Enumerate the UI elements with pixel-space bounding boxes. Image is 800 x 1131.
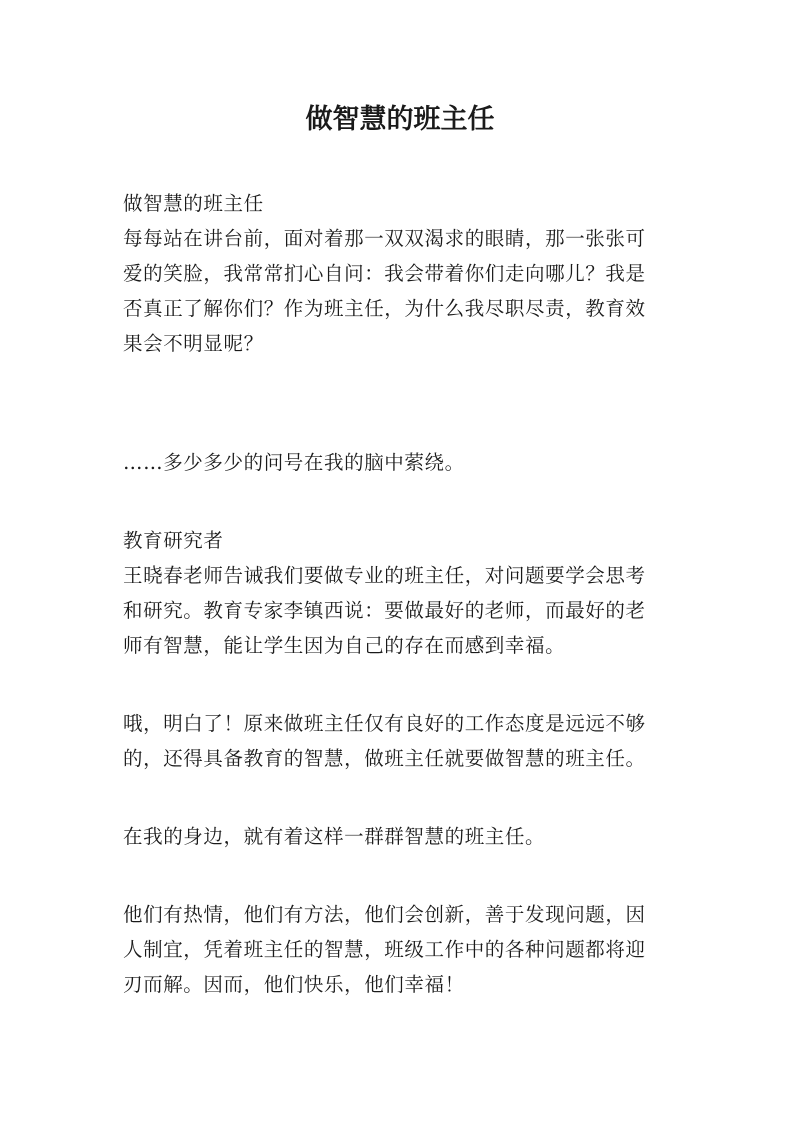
paragraph [123,706,703,776]
text-line: 师有智慧，能让学生因为自己的存在而感到幸福。 [123,634,566,657]
text-line: 和研究。教育专家李镇西说：要做最好的老师，而最好的老 [123,599,646,622]
text-line: 的，还得具备教育的智慧，做班主任就要做智慧的班主任。 [123,747,646,770]
text-line: 王晓春老师告诫我们要做专业的班主任，对问题要学会思考 [123,564,646,587]
document-title: 做智慧的班主任 [305,104,495,135]
text-line: ……多少多少的问号在我的脑中萦绕。 [123,451,465,474]
text-line: 人制宜，凭着班主任的智慧，班级工作中的各种问题都将迎 [123,938,646,961]
document-body [123,186,703,1002]
text-line: 他们有热情，他们有方法，他们会创新，善于发现问题，因 [123,903,646,926]
paragraph [123,445,703,480]
paragraph [123,523,703,663]
text-line: 教育研究者 [123,529,224,552]
text-line: 哦，明白了！原来做班主任仅有良好的工作态度是远远不够 [123,712,646,735]
text-line: 果会不明显呢？ [123,332,264,355]
text-line: 每每站在讲台前，面对着那一双双渴求的眼睛，那一张张可 [123,227,646,250]
paragraph [123,186,703,361]
text-line: 刃而解。因而，他们快乐，他们幸福！ [123,973,465,996]
text-line: 否真正了解你们？作为班主任，为什么我尽职尽责，教育效 [123,297,646,320]
text-line: 在我的身边，就有着这样一群群智慧的班主任。 [123,825,546,848]
text-line: 做智慧的班主任 [123,192,264,215]
text-line: 爱的笑脸，我常常扪心自问：我会带着你们走向哪儿？我是 [123,262,646,285]
paragraph [123,819,703,854]
paragraph [123,897,703,1002]
